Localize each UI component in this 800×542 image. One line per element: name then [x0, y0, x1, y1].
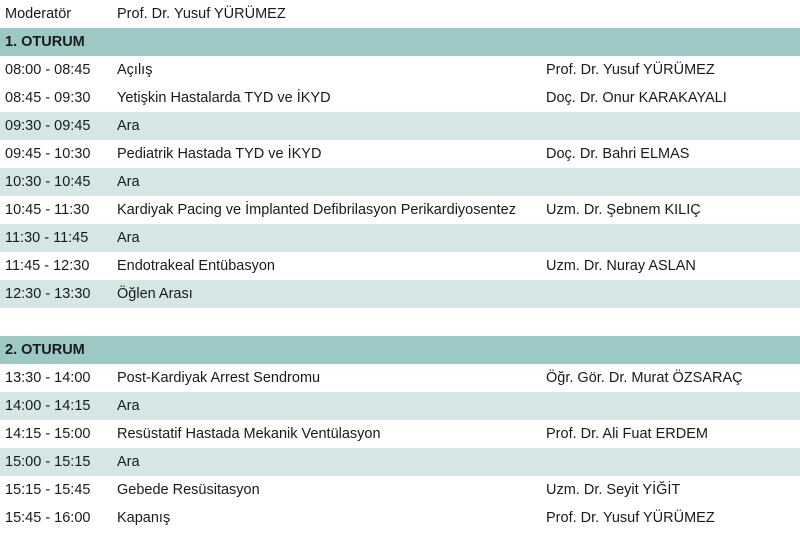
- table-row: [0, 252, 800, 280]
- session-header: [0, 28, 800, 56]
- table-row: [0, 140, 800, 168]
- moderator-name: Prof. Dr. Yusuf YÜRÜMEZ: [117, 6, 286, 22]
- table-row: [0, 448, 800, 476]
- row-topic: Ara: [117, 118, 140, 134]
- row-time: 11:30 - 11:45: [5, 230, 89, 246]
- row-speaker: Prof. Dr. Ali Fuat ERDEM: [546, 426, 708, 442]
- row-speaker: Prof. Dr. Yusuf YÜRÜMEZ: [546, 510, 715, 526]
- table-row: [0, 280, 800, 308]
- row-topic: Öğlen Arası: [117, 286, 193, 302]
- table-row: [0, 420, 800, 448]
- row-time: 14:15 - 15:00: [5, 426, 91, 442]
- table-row: [0, 392, 800, 420]
- moderator-row: [0, 0, 800, 28]
- row-topic: Ara: [117, 230, 140, 246]
- row-time: 09:30 - 09:45: [5, 118, 91, 134]
- table-row: [0, 168, 800, 196]
- table-row: [0, 224, 800, 252]
- row-time: 10:45 - 11:30: [5, 202, 90, 218]
- row-topic: Kardiyak Pacing ve İmplanted Defibrilasyon Perikardiyosentez: [117, 202, 516, 218]
- row-speaker: Uzm. Dr. Seyit YİĞİT: [546, 482, 681, 498]
- row-time: 10:30 - 10:45: [5, 174, 91, 190]
- row-speaker: Uzm. Dr. Şebnem KILIÇ: [546, 202, 701, 218]
- table-row: [0, 56, 800, 84]
- table-row: [0, 504, 800, 532]
- row-time: 15:45 - 16:00: [5, 510, 91, 526]
- row-speaker: Uzm. Dr. Nuray ASLAN: [546, 258, 696, 274]
- row-topic: Kapanış: [117, 510, 171, 526]
- row-topic: Post-Kardiyak Arrest Sendromu: [117, 370, 321, 386]
- row-time: 11:45 - 12:30: [5, 258, 90, 274]
- table-row: [0, 112, 800, 140]
- row-topic: Yetişkin Hastalarda TYD ve İKYD: [117, 90, 331, 106]
- row-topic: Pediatrik Hastada TYD ve İKYD: [117, 146, 322, 162]
- row-speaker: Doç. Dr. Bahri ELMAS: [546, 146, 690, 162]
- row-speaker: Öğr. Gör. Dr. Murat ÖZSARAÇ: [546, 370, 743, 386]
- row-topic: Ara: [117, 454, 140, 470]
- table-row: [0, 84, 800, 112]
- row-speaker: Doç. Dr. Onur KARAKAYALI: [546, 90, 727, 106]
- row-time: 13:30 - 14:00: [5, 370, 91, 386]
- row-speaker: Prof. Dr. Yusuf YÜRÜMEZ: [546, 62, 715, 78]
- session-title: 1. OTURUM: [5, 34, 85, 50]
- row-time: 09:45 - 10:30: [5, 146, 91, 162]
- session-spacer: [0, 308, 800, 336]
- row-topic: Açılış: [117, 62, 153, 78]
- session-title: 2. OTURUM: [5, 342, 85, 358]
- row-time: 08:45 - 09:30: [5, 90, 91, 106]
- moderator-label: Moderatör: [5, 6, 72, 22]
- table-row: [0, 364, 800, 392]
- row-time: 12:30 - 13:30: [5, 286, 91, 302]
- row-time: 15:00 - 15:15: [5, 454, 91, 470]
- row-time: 14:00 - 14:15: [5, 398, 91, 414]
- row-topic: Gebede Resüsitasyon: [117, 482, 260, 498]
- row-time: 15:15 - 15:45: [5, 482, 91, 498]
- table-row: [0, 196, 800, 224]
- row-topic: Endotrakeal Entübasyon: [117, 258, 275, 274]
- row-topic: Ara: [117, 174, 140, 190]
- table-row: [0, 476, 800, 504]
- session-header: [0, 336, 800, 364]
- row-topic: Ara: [117, 398, 140, 414]
- row-time: 08:00 - 08:45: [5, 62, 91, 78]
- row-topic: Resüstatif Hastada Mekanik Ventülasyon: [117, 426, 381, 442]
